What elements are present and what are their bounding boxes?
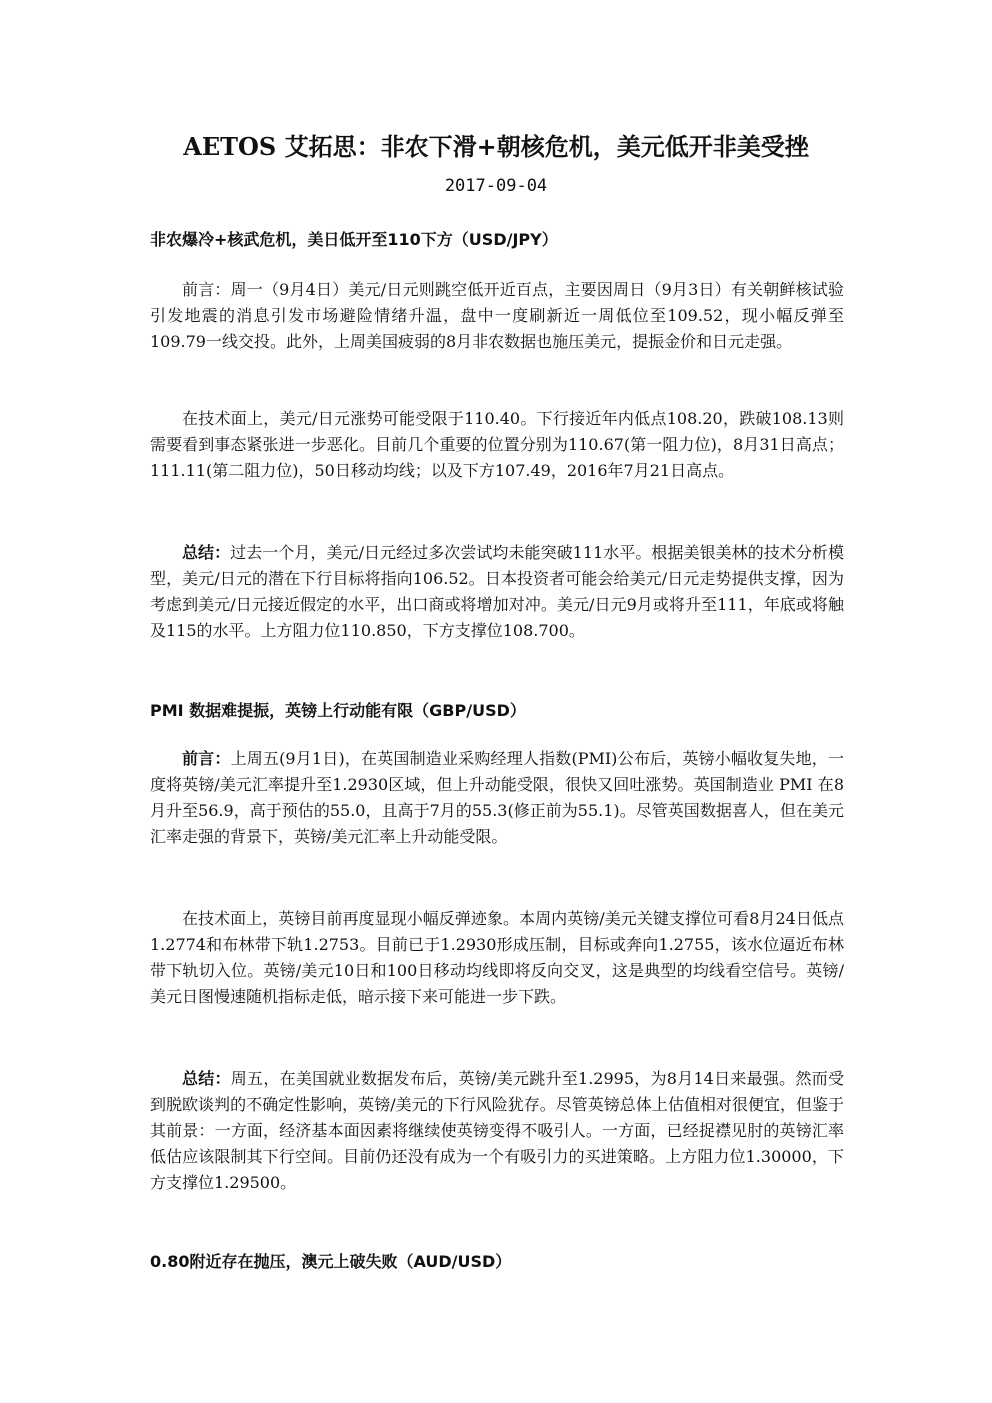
paragraph-text: 过去一个月，美元/日元经过多次尝试均未能突破111水平。根据美银美林的技术分析模型，美元/日元的潜在下行目标将指向106.52。日本投资者可能会给美元/日元走势提供支撑，因为考虑到美元/日元接近假定的水平，出口商或将增加对冲。美元/日元9月或将升至111，年底或将触及115的水平。上方阻力位110.850，下方支撑位108.700。	[150, 543, 844, 640]
document-title: AETOS 艾拓思：非农下滑+朝核危机，美元低开非美受挫	[183, 132, 809, 161]
paragraph-text: 周五，在美国就业数据发布后，英镑/美元跳升至1.2995，为8月14日来最强。然而受到脱欧谈判的不确定性影响，英镑/美元的下行风险犹存。尽管英镑总体上估值相对很便宜，但鉴于其前景：一方面，经济基本面因素将继续使英镑变得不吸引人。一方面，已经捉襟见肘的英镑汇率低估应该限制其下行空间。目前仍还没有成为一个有吸引力的买进策略。上方阻力位1.30000，下方支撑位1.29500。	[150, 1069, 844, 1192]
paragraph-text: 前言：周一（9月4日）美元/日元则跳空低开近百点，主要因周日（9月3日）有关朝鲜核试验引发地震的消息引发市场避险情绪升温，盘中一度刷新近一周低位至109.52，现小幅反弹至109.79一线交投。此外，上周美国疲弱的8月非农数据也施压美元，提振金价和日元走强。	[150, 280, 844, 351]
paragraph-label: 总结：	[182, 543, 231, 562]
paragraph-label: 前言：	[182, 749, 231, 768]
paragraph-usdjpy-summary	[150, 540, 844, 644]
paragraph-usdjpy-preface	[150, 277, 844, 355]
section-heading-gbp-usd: PMI 数据难提振，英镑上行动能有限（GBP/USD）	[150, 701, 526, 720]
paragraph-text: 在技术面上，美元/日元涨势可能受限于110.40。下行接近年内低点108.20，跌破108.13则需要看到事态紧张进一步恶化。目前几个重要的位置分别为110.67(第一阻力位)，8月31日高点；111.11(第二阻力位)，50日移动均线；以及下方107.49，2016年7月21日高点。	[150, 409, 844, 480]
paragraph-gbpusd-preface	[150, 746, 844, 850]
section-heading-aud-usd: 0.80附近存在抛压，澳元上破失败（AUD/USD）	[150, 1252, 512, 1271]
paragraph-gbpusd-summary	[150, 1066, 844, 1196]
document-date: 2017-09-04	[444, 176, 548, 196]
paragraph-gbpusd-technical	[150, 906, 844, 1010]
section-heading-usd-jpy: 非农爆冷+核武危机，美日低开至110下方（USD/JPY）	[150, 230, 558, 249]
paragraph-text: 上周五(9月1日)，在英国制造业采购经理人指数(PMI)公布后，英镑小幅收复失地，一度将英镑/美元汇率提升至1.2930区域，但上升动能受限，很快又回吐涨势。英国制造业 PMI 在8月升至56.9，高于预估的55.0，且高于7月的55.3(修正前为55.1)。尽管英国数据喜人，但在美元汇率走强的背景下，英镑/美元汇率上升动能受限。	[150, 749, 844, 846]
paragraph-usdjpy-technical	[150, 406, 844, 484]
paragraph-label: 总结：	[182, 1069, 231, 1088]
paragraph-text: 在技术面上，英镑目前再度显现小幅反弹迹象。本周内英镑/美元关键支撑位可看8月24日低点1.2774和布林带下轨1.2753。目前已于1.2930形成压制，目标或奔向1.2755，该水位逼近布林带下轨切入位。英镑/美元10日和100日移动均线即将反向交叉，这是典型的均线看空信号。英镑/美元日图慢速随机指标走低，暗示接下来可能进一步下跌。	[150, 909, 844, 1006]
